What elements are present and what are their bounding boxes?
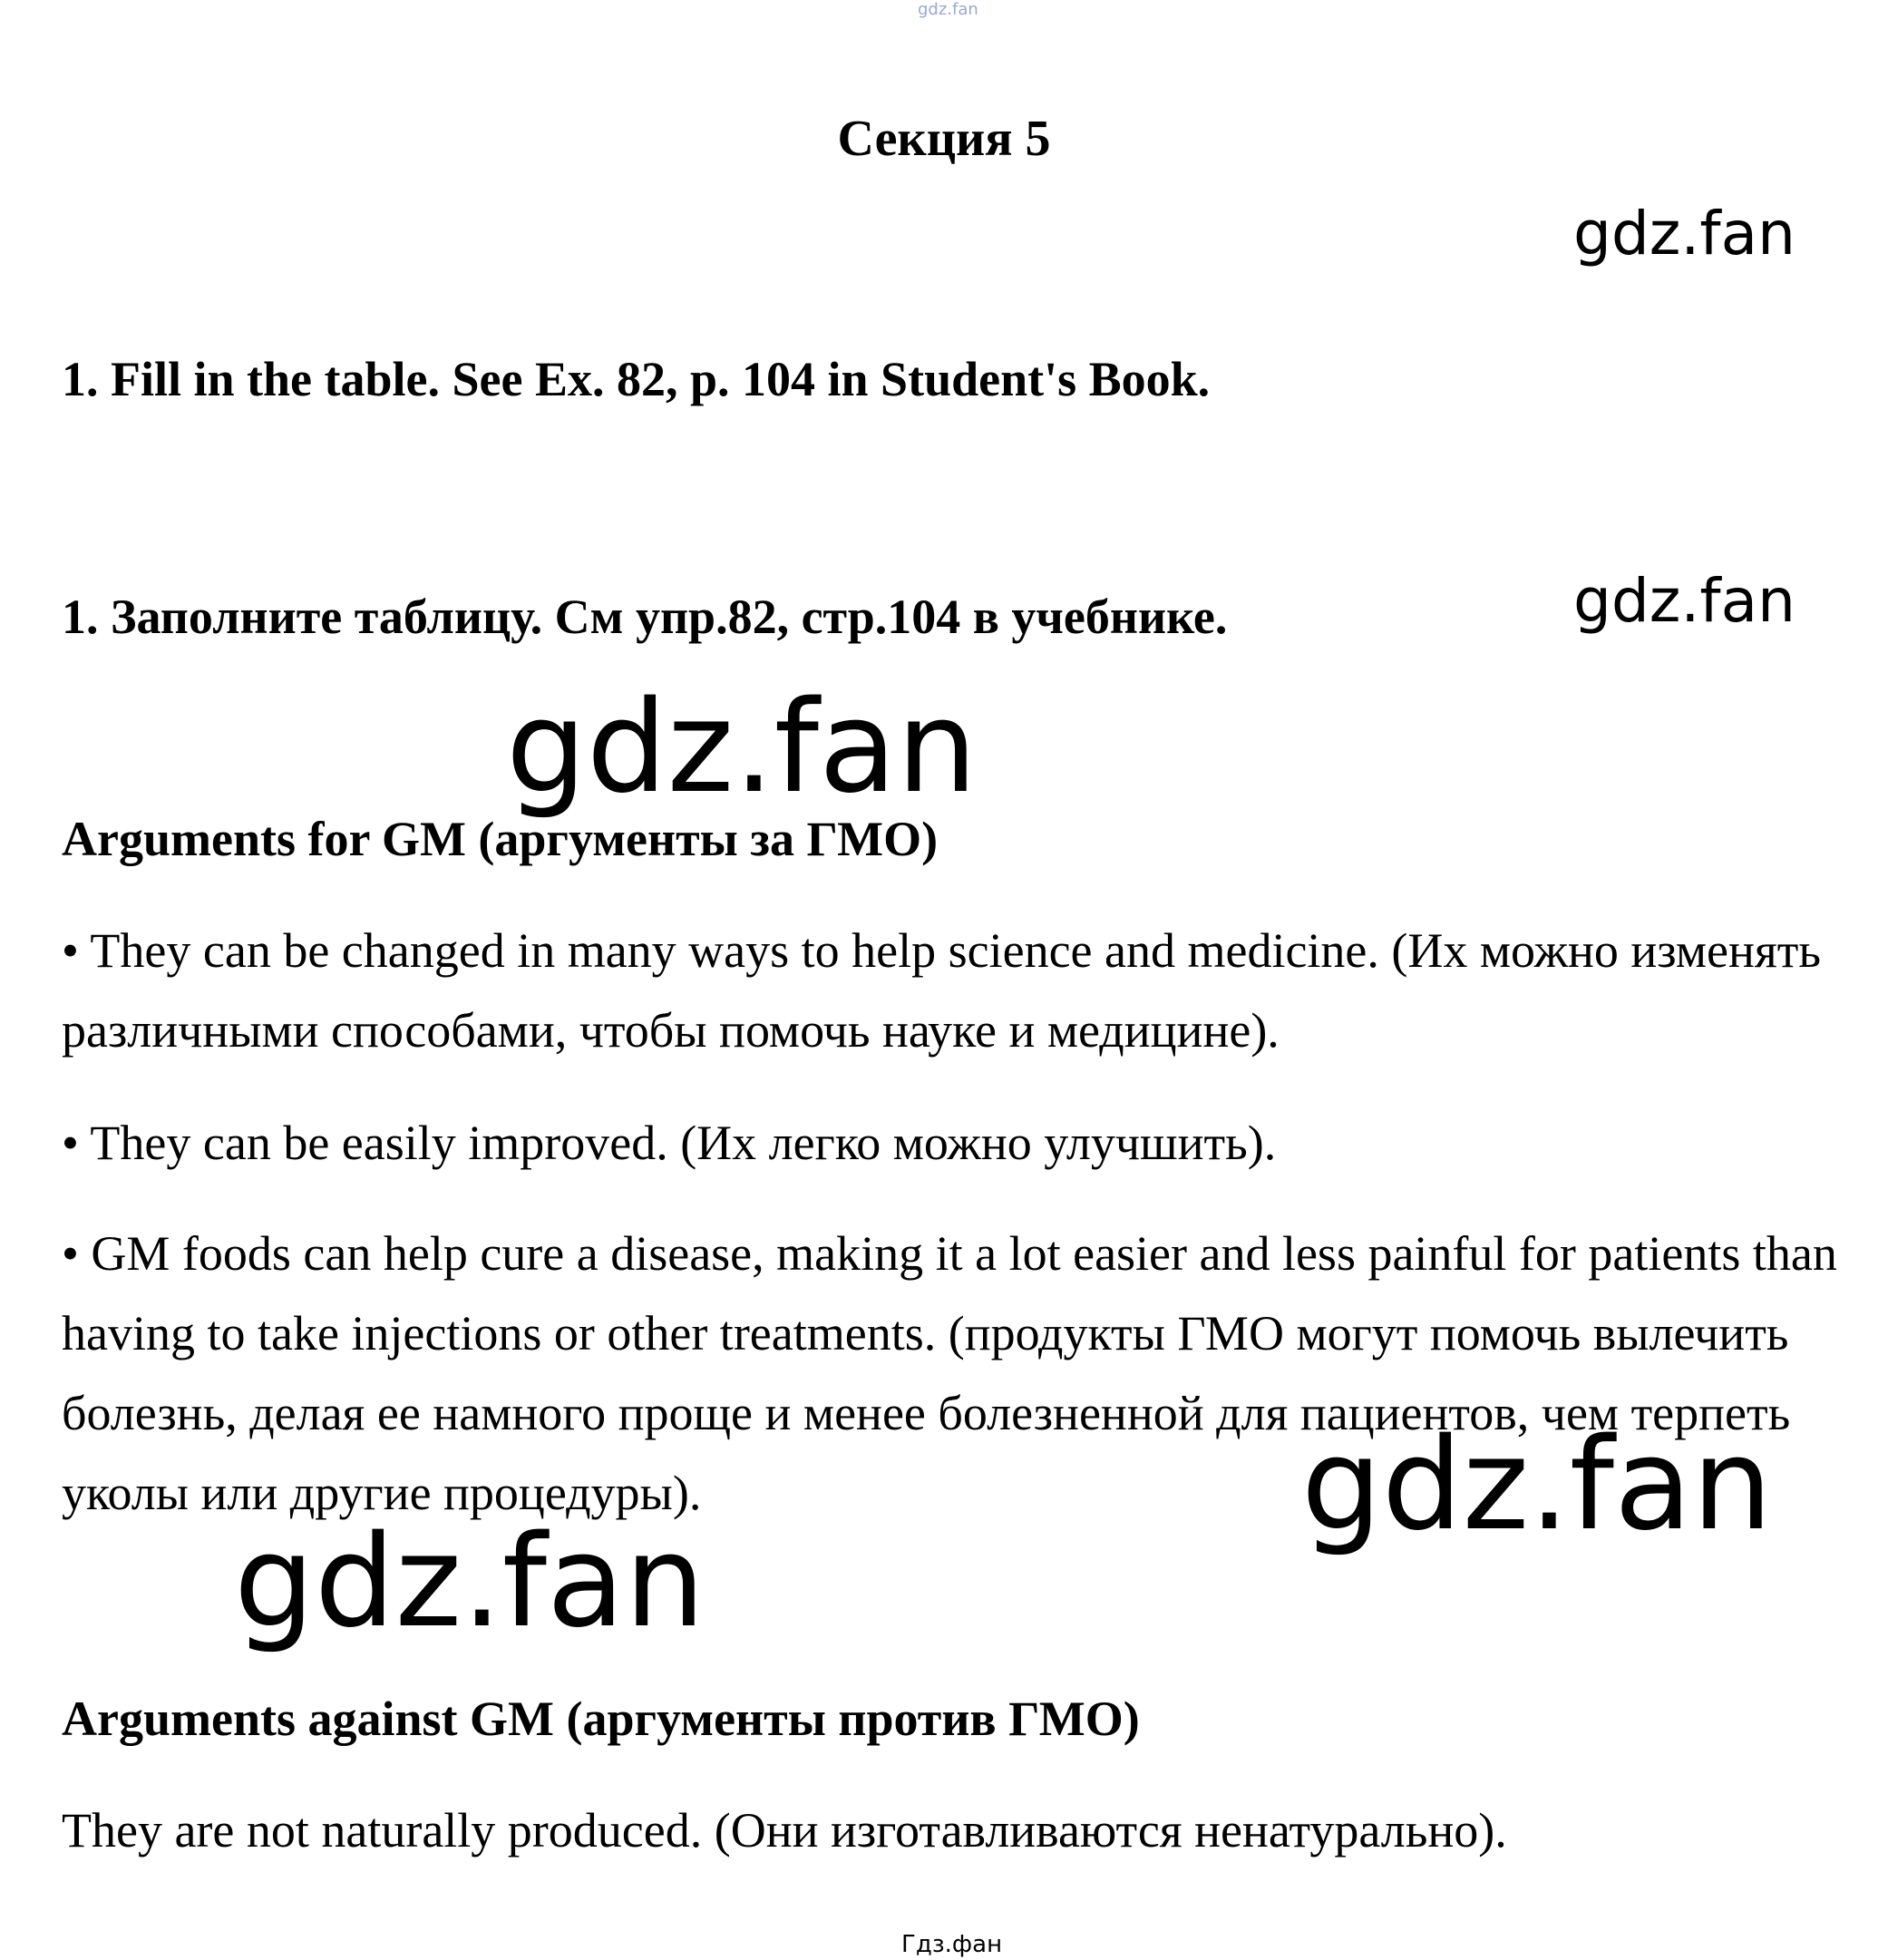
task-heading-ru: 1. Заполните таблицу. См упр.82, стр.104 в учебнике. <box>62 590 1228 644</box>
watermark-left: gdz.fan <box>234 1508 706 1656</box>
argument-for-item: • They can be changed in many ways to help science and medicine. (Их можно изменять различными способами, чтобы помочь науке и медицине). <box>62 923 1821 1058</box>
watermark-right-2: gdz.fan <box>1573 566 1796 636</box>
page-title: Секция 5 <box>837 111 1051 167</box>
watermark-footer: Гдз.фан <box>901 1931 1003 1958</box>
arguments-against-heading: Arguments against GM (аргументы против ГМО) <box>62 1692 1140 1746</box>
watermark-right-3: gdz.fan <box>1301 1411 1773 1559</box>
task-heading-en: 1. Fill in the table. See Ex. 82, p. 104 in Student's Book. <box>62 352 1211 406</box>
watermark-top: gdz.fan <box>918 0 978 19</box>
argument-for-item: • They can be easily improved. (Их легко можно улучшить). <box>62 1116 1277 1170</box>
watermark-right-1: gdz.fan <box>1573 199 1796 268</box>
argument-for-item: • GM foods can help cure a disease, making it a lot easier and less painful for patients than having to take injections or other treatments. (продукты ГМО могут помочь вылечить болезнь, делая ее намного проще и менее болезненной для пациентов, чем терпеть уколы или другие процедуры). <box>62 1226 1837 1520</box>
arguments-for-heading: Arguments for GM (аргументы за ГМО) <box>62 812 939 866</box>
argument-against-item: They are not naturally produced. (Они изготавливаются ненатурально). <box>62 1803 1507 1858</box>
watermark-center: gdz.fan <box>506 674 978 822</box>
